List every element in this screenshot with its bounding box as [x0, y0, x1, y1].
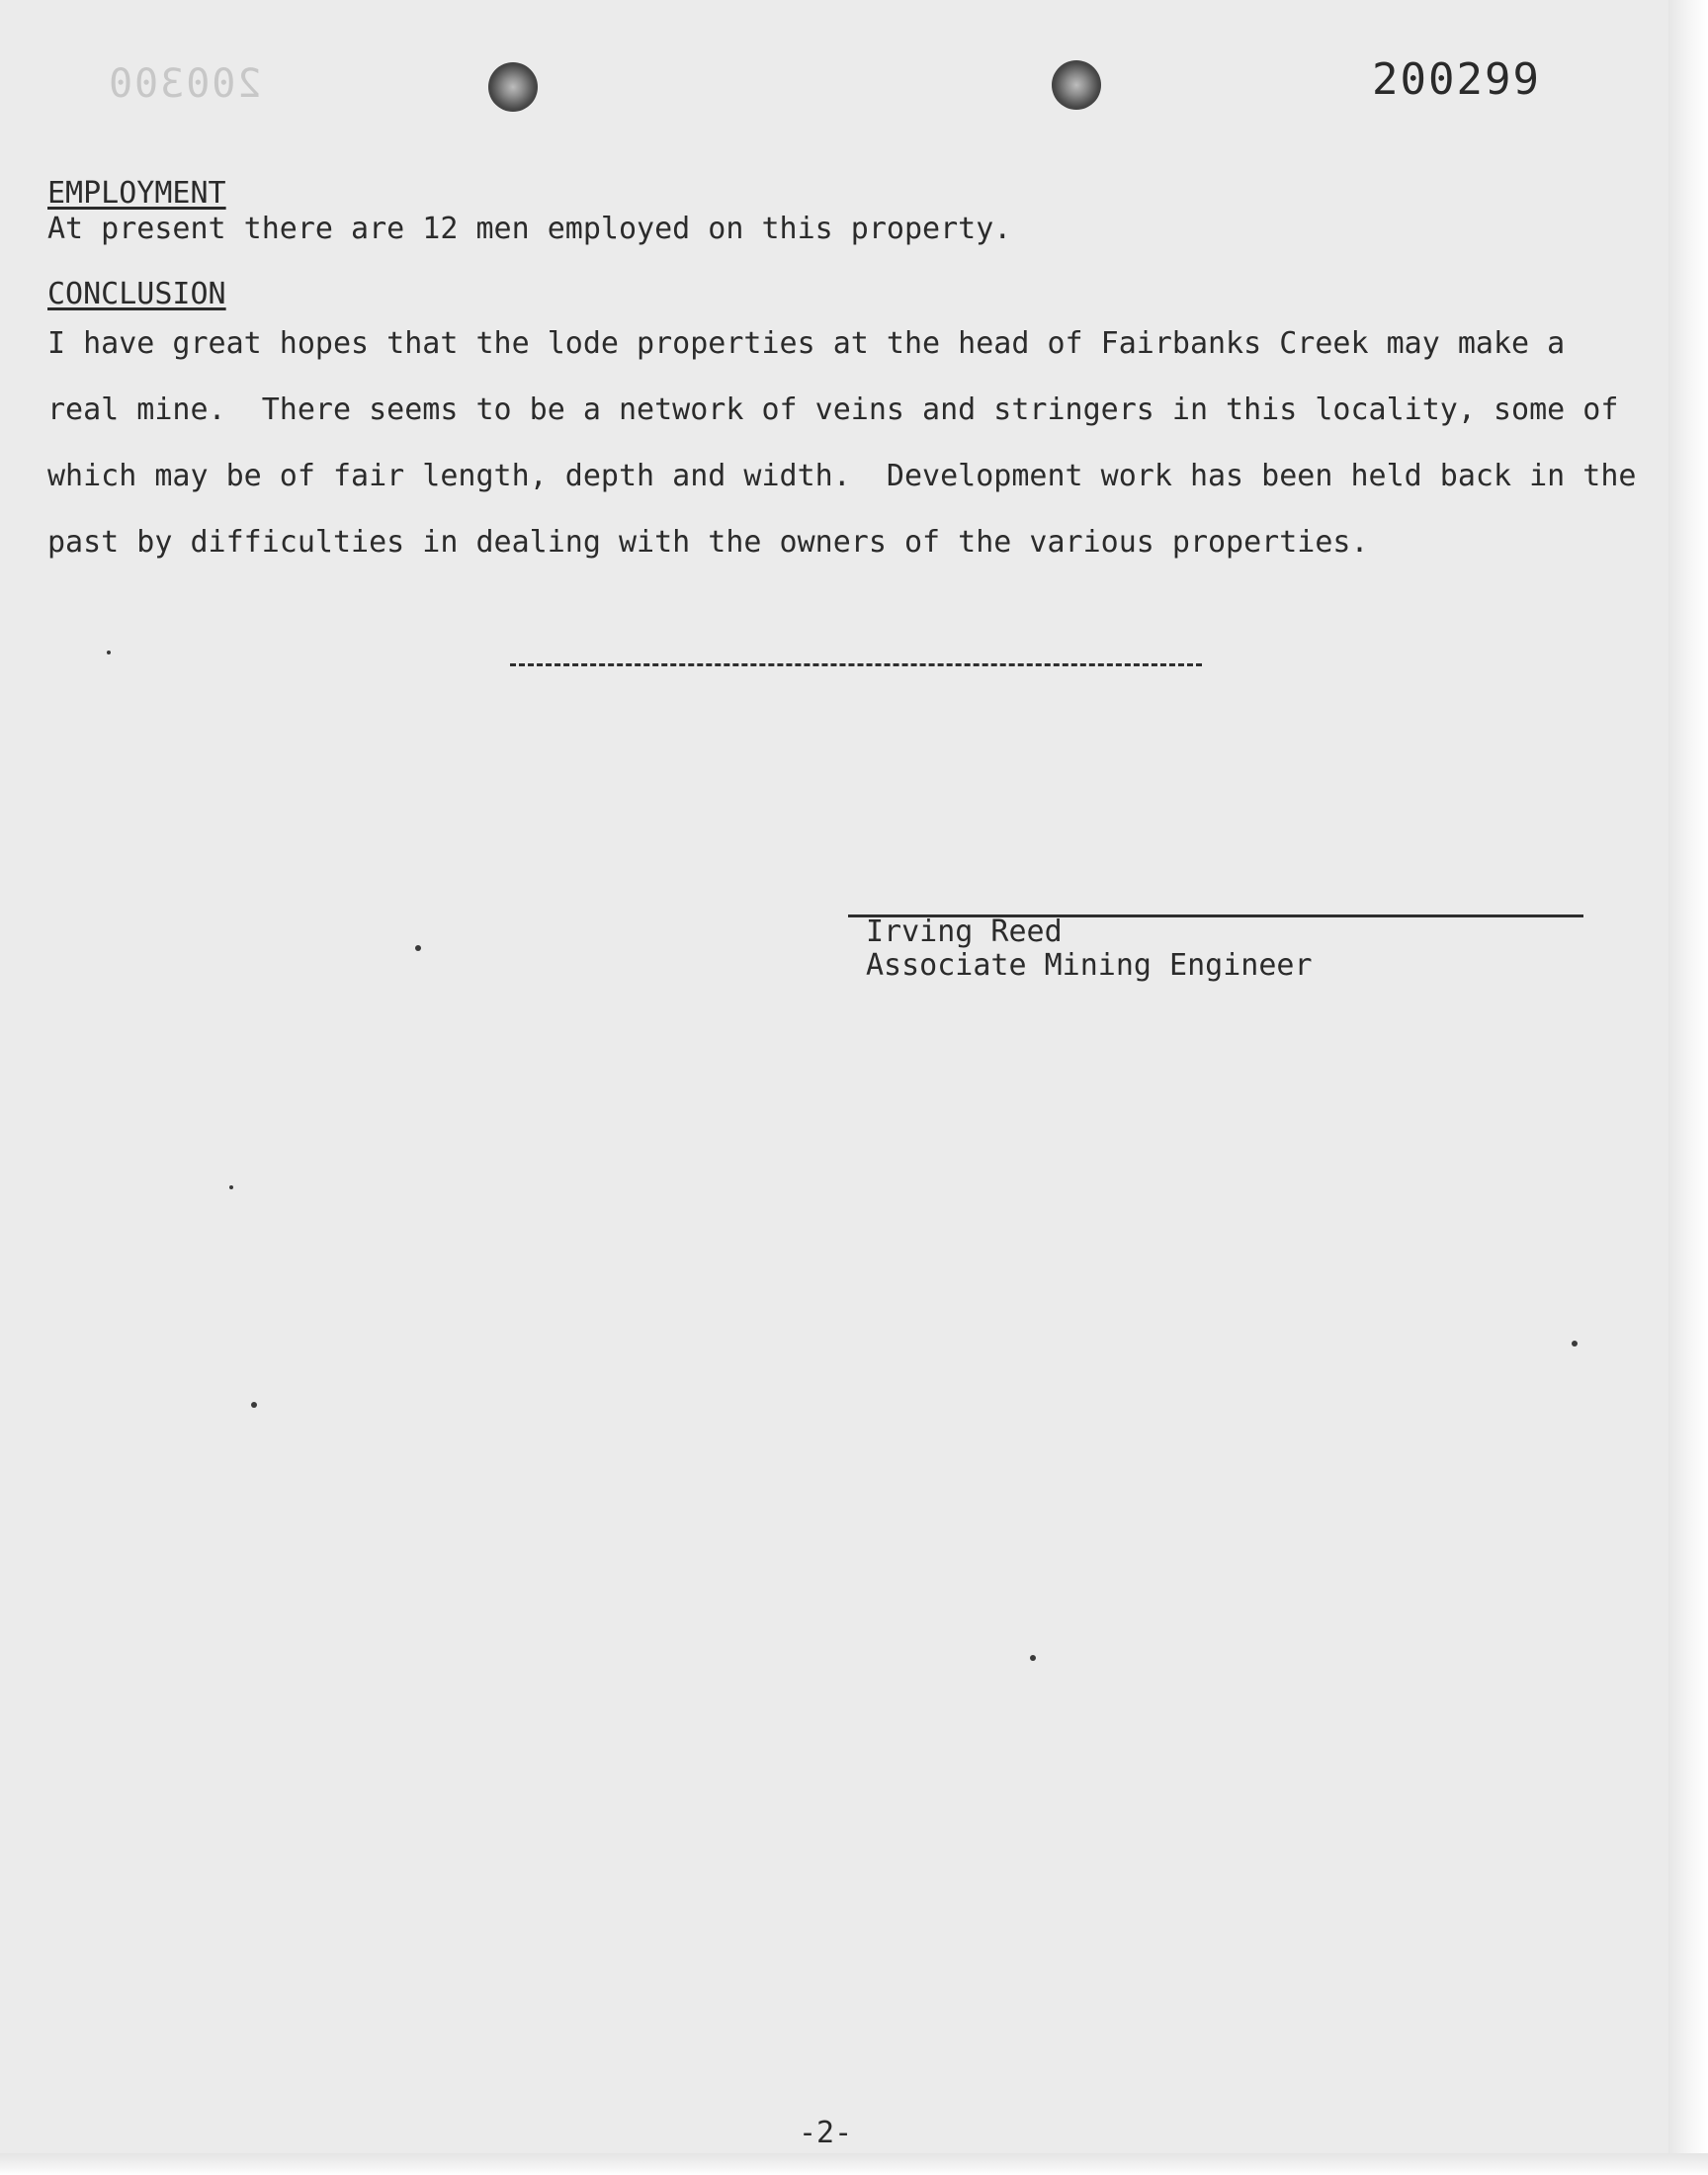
scan-speck — [415, 945, 421, 951]
page-edge-bottom — [0, 2153, 1708, 2175]
document-number: 200299 — [1372, 54, 1541, 105]
scan-speck — [1030, 1655, 1036, 1661]
scan-speck — [1572, 1341, 1578, 1347]
page-edge-right — [1668, 0, 1708, 2175]
dashed-divider — [510, 663, 1202, 666]
scan-speck — [251, 1402, 257, 1408]
page-number: -2- — [799, 2116, 853, 2150]
scan-speck — [107, 651, 111, 654]
conclusion-line: which may be of fair length, depth and width. Development work has been held back in the — [47, 459, 1637, 493]
conclusion-line: real mine. There seems to be a network of veins and stringers in this locality, some of — [47, 392, 1619, 427]
conclusion-paragraph — [47, 310, 1637, 575]
conclusion-line: past by difficulties in dealing with the owners of the various properties. — [47, 525, 1369, 560]
conclusion-line: I have great hopes that the lode properties at the head of Fairbanks Creek may make a — [47, 326, 1566, 361]
conclusion-heading: CONCLUSION — [47, 277, 226, 311]
signer-name: Irving Reed — [866, 914, 1063, 949]
signer-title: Associate Mining Engineer — [866, 948, 1313, 983]
offset-document-number: 200300 — [107, 61, 262, 107]
punch-hole-right — [1052, 60, 1101, 110]
employment-heading: EMPLOYMENT — [47, 176, 226, 211]
employment-text: At present there are 12 men employed on this property. — [47, 212, 1012, 246]
scan-speck — [229, 1185, 233, 1189]
punch-hole-left — [488, 62, 538, 112]
